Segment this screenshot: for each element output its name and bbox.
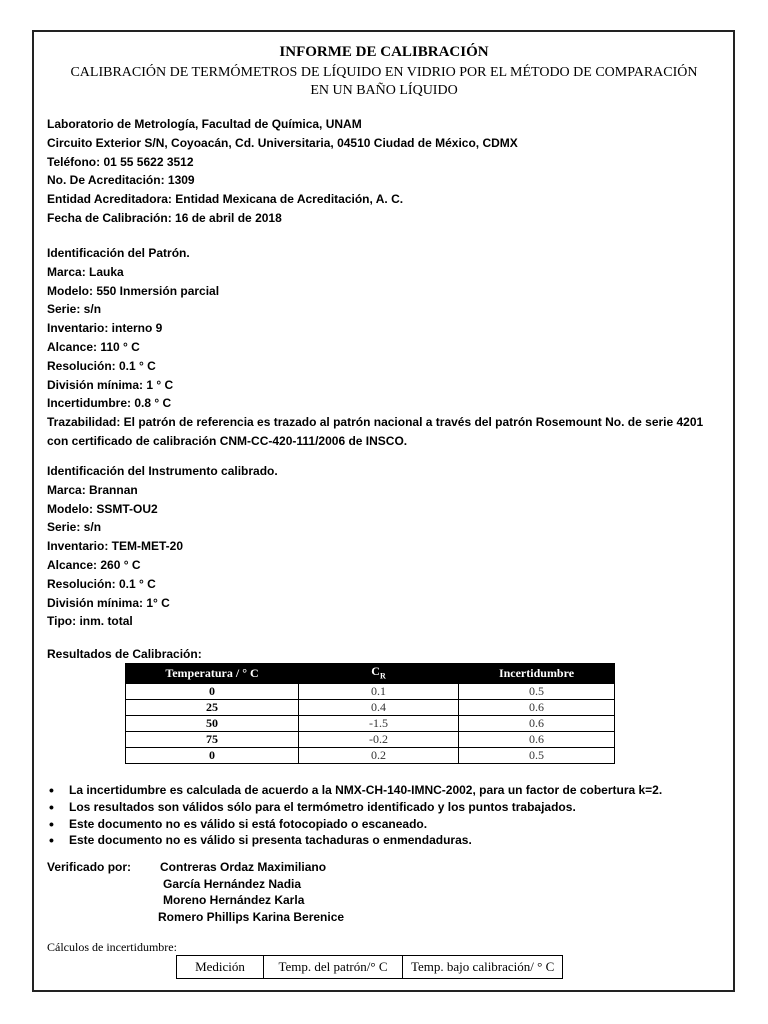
patron-division: División mínima: 1 ° C [47,377,174,392]
results-table [125,663,615,764]
lab-info [47,115,518,228]
instrument-modelo: Modelo: SSMT-OU2 [47,501,158,516]
lab-name: Laboratorio de Metrología, Facultad de Química, UNAM [47,117,362,131]
instrument-marca: Marca: Brannan [47,482,138,497]
col-temp-patron: Temp. del patrón/° C [264,956,403,979]
patron-trazabilidad-2: con certificado de calibración CNM-CC-420-111/2006 de INSCO. [47,433,408,448]
col-cr [299,664,459,684]
verifier-name: Romero Phillips Karina Berenice [158,910,345,924]
col-cr-sub: R [379,671,386,681]
col-cr-main: C [371,664,380,678]
lab-address: Circuito Exterior S/N, Coyoacán, Cd. Universitaria, 04510 Ciudad de México, CDMX [47,135,518,150]
patron-section [47,244,703,451]
lab-accreditation: No. De Acreditación: 1309 [47,173,195,188]
list-item: • La incertidumbre es calculada de acuerdo a la NMX-CH-140-IMNC-2002, para un factor de cobertura k=2. [47,782,662,799]
lab-accreditor: Entidad Acreditadora: Entidad Mexicana de Acreditación, A. C. [47,192,404,207]
row-cr: 0.1 [299,684,459,700]
report-subtitle [0,64,768,100]
row-temp: 75 [126,732,299,748]
table-row [126,716,615,732]
calculations-header-row [177,956,563,979]
col-temperature: Temperatura / ° C [126,664,299,684]
patron-serie: Serie: s/n [47,302,102,317]
row-temp: 25 [126,700,299,716]
col-temp-calibracion: Temp. bajo calibración/ ° C [403,956,563,979]
instrument-tipo: Tipo: inm. total [47,614,133,629]
row-unc: 0.6 [459,716,615,732]
table-row [126,748,615,764]
instrument-heading: Identificación del Instrumento calibrado. [47,464,278,478]
list-item: • Los resultados son válidos sólo para el termómetro identificado y los puntos trabajados. [47,799,662,816]
calculations-table [176,955,563,979]
instrument-resolucion: Resolución: 0.1 ° C [47,576,156,591]
table-row [126,684,615,700]
instrument-serie: Serie: s/n [47,520,102,535]
row-unc: 0.5 [459,748,615,764]
patron-heading: Identificación del Patrón. [47,246,190,260]
verifier-name: Contreras Ordaz Maximiliano [160,860,327,874]
patron-alcance: Alcance: 110 ° C [47,339,140,354]
list-item: • Este documento no es válido si está fotocopiado o escaneado. [47,816,662,833]
patron-resolucion: Resolución: 0.1 ° C [47,358,156,373]
patron-marca: Marca: Lauka [47,264,124,279]
row-unc: 0.6 [459,732,615,748]
notes-list [47,782,662,849]
col-medicion: Medición [177,956,264,979]
row-temp: 0 [126,748,299,764]
subtitle-line-1: CALIBRACIÓN DE TERMÓMETROS DE LÍQUIDO EN VIDRIO POR EL MÉTODO DE COMPARACIÓN [70,65,698,80]
row-temp: 0 [126,684,299,700]
patron-incertidumbre: Incertidumbre: 0.8 ° C [47,396,172,411]
row-temp: 50 [126,716,299,732]
table-row [126,732,615,748]
instrument-division: División mínima: 1° C [47,595,170,610]
subtitle-line-2: EN UN BAÑO LÍQUIDO [310,83,458,98]
patron-trazabilidad-1: Trazabilidad: El patrón de referencia es trazado al patrón nacional a través del patrón Rosemount No. de serie 4201 [47,415,704,430]
verifier-name: Moreno Hernández Karla [163,893,305,907]
table-row [126,700,615,716]
row-cr: -0.2 [299,732,459,748]
instrument-section [47,462,278,631]
instrument-alcance: Alcance: 260 ° C [47,557,141,572]
lab-phone: Teléfono: 01 55 5622 3512 [47,154,194,169]
calculations-label: Cálculos de incertidumbre: [47,940,177,954]
row-cr: 0.2 [299,748,459,764]
row-cr: -1.5 [299,716,459,732]
list-item: • Este documento no es válido si presenta tachaduras o enmendaduras. [47,832,662,849]
patron-inventario: Inventario: interno 9 [47,321,163,336]
col-uncertainty: Incertidumbre [459,664,615,684]
row-unc: 0.6 [459,700,615,716]
verified-by-label: Verificado por: [47,860,132,874]
results-header-row [126,664,615,684]
report-title: INFORME DE CALIBRACIÓN [279,44,489,60]
row-cr: 0.4 [299,700,459,716]
instrument-inventario: Inventario: TEM-MET-20 [47,539,184,554]
patron-modelo: Modelo: 550 Inmersión parcial [47,283,220,298]
results-heading: Resultados de Calibración: [47,647,202,661]
verifier-name: García Hernández Nadia [163,877,302,891]
row-unc: 0.5 [459,684,615,700]
calibration-date: Fecha de Calibración: 16 de abril de 2018 [47,210,282,225]
